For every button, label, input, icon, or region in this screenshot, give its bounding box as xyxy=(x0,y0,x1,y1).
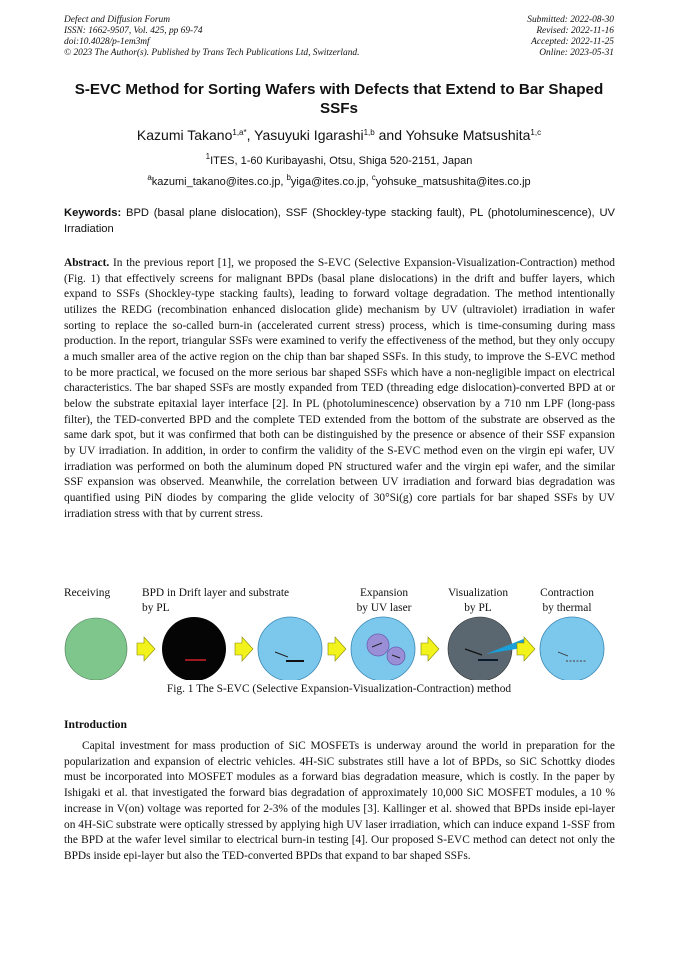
affiliation xyxy=(64,150,614,168)
figure-label-contraction xyxy=(534,586,600,616)
email-link[interactable]: kazumi_takano@ites.co.jp, xyxy=(151,176,287,188)
journal-copyright: © 2023 The Author(s). Published by Trans Tech Publications Ltd, Switzerland. xyxy=(64,48,360,58)
label-text: by PL xyxy=(142,602,170,614)
journal-issn: ISSN: 1662-9507, Vol. 425, pp 69-74 xyxy=(64,26,203,36)
label-text: BPD in Drift layer and substrate xyxy=(142,587,290,599)
author-affiliation-mark: 1,a* xyxy=(232,128,247,137)
abstract-text: In the previous report [1], we proposed the S-EVC (Selective Expansion-Visualization-Contraction) method (Fig. 1) that effectively screens for malignant BPDs (basal plane dislocations) in the drift and buffer layers, which expand to SSFs (Shockley-type stacking faults), leading to forward voltage degradation. The method intentionally utilizes the REDG (recombination enhanced dislocation glide) mechanism by UV (ultraviolet) irradiation in wafer sorting to replace the so-called burn-in (accelerated current stress) process, which is time-consuming during mass production. In the report, triangular SSFs were examined to verify the effectiveness of the method, but they only occupy a much smaller area of the active region on the chip than bar shaped SSFs. In this study, to improve the S-EVC method to be more practical, we focused on the more serious bar shaped SSFs which have a non-negligible impact on electrical characteristics. The bar shaped SSFs are mostly expanded from TED (threading edge dislocation)-converted BPD at or below the substrate epitaxial layer interface [2]. In PL (photoluminescence) observation by a 710 nm LPF (long-pass filter), the TED-converted BPD and the complete TED extended from the bottom of the substrate are observed as the same dark spot, but it was confirmed that both can be distinguished by the presence or absence of their SSF expansion by UV irradiation. In addition, in order to confirm the validity of the S-EVC method even on the virgin epi wafer, UV irradiation was performed on both the aluminum doped PN structured wafer and the virgin epi wafer, and the similar SSF expansion was observed. Meanwhile, the correlation between UV irradiation and forward bias degradation was quantified using PiN diodes by comparing the glide velocity of 30°Si(g) core partials for bar shaped SSFs by UV irradiation stress with that by current stress. xyxy=(64,257,615,520)
keywords-text: BPD (basal plane dislocation), SSF (Shockley-type stacking fault), PL (photoluminescence), UV Irradiation xyxy=(64,207,615,235)
wafer-after-bpd xyxy=(258,617,322,680)
process-arrow-icon xyxy=(235,637,253,661)
process-arrow-icon xyxy=(328,637,346,661)
email-mark: a xyxy=(147,173,152,182)
author-name: Yohsuke Matsushita xyxy=(405,127,531,143)
date-online: Online: 2023-05-31 xyxy=(539,48,614,58)
date-accepted: Accepted: 2022-11-25 xyxy=(531,37,614,47)
figure-label-visualization xyxy=(440,586,516,616)
figure-label-bpd xyxy=(142,586,289,616)
figure-label-receiving xyxy=(64,586,110,601)
wafer-receiving xyxy=(65,618,127,680)
process-arrow-icon xyxy=(421,637,439,661)
wafer-bpd-pl xyxy=(162,617,226,680)
affiliation-mark: 1 xyxy=(205,152,211,161)
label-text: by thermal xyxy=(542,602,592,614)
author-affiliation-mark: 1,c xyxy=(530,128,542,137)
introduction-text: Capital investment for mass production of SiC MOSFETs is underway around the world in preparation for the popularization and expansion of electric vehicles. 4H-SiC substrates still have a lot of BPDs, so SiC Schottky diodes must be incorporated into MOSFET modules as a forward bias degradation measure, which is costly. In the paper by Ishigaki et al. that investigated the forward bias degradation of approximately 10,000 SiC MOSFET modules, a 10 % increase in V(on) voltage was reported for 2-3% of the modules [3]. Kallinger et al. showed that BPDs inside epi-layer on 4H-SiC substrate were optically stressed by applying high UV laser irradiation, which can induce expand 1-SSF from the BPD at the wafer level similar to electrical burn-in testing [4]. Our proposed S-EVC method can detect not only the BPDs inside epi-layer but also the TED-converted BPDs that expand to bar shaped SSFs. xyxy=(64,740,615,862)
date-submitted: Submitted: 2022-08-30 xyxy=(527,15,614,25)
affiliation-text: ITES, 1-60 Kuribayashi, Otsu, Shiga 520-2151, Japan xyxy=(210,155,473,167)
figure-caption: Fig. 1 The S-EVC (Selective Expansion-Visualization-Contraction) method xyxy=(166,683,512,695)
paper-title: S-EVC Method for Sorting Wafers with Defects that Extend to Bar Shaped SSFs xyxy=(74,81,604,117)
label-text: Visualization xyxy=(447,587,509,599)
email-mark: c xyxy=(371,173,376,182)
author-affiliation-mark: 1,b xyxy=(363,128,375,137)
author-emails xyxy=(64,171,614,189)
label-text: Expansion xyxy=(359,587,409,599)
abstract-label: Abstract. xyxy=(64,257,110,269)
author-name: Yasuyuki Igarashi xyxy=(254,127,364,143)
wafer-thermal-contraction xyxy=(540,617,604,680)
author-list xyxy=(64,124,614,144)
journal-doi: doi:10.4028/p-1em3mf xyxy=(64,37,150,47)
label-text: by PL xyxy=(464,602,492,614)
process-arrow-icon xyxy=(137,637,155,661)
date-revised: Revised: 2022-11-16 xyxy=(536,26,614,36)
figure-label-expansion xyxy=(352,586,416,616)
author-separator: , xyxy=(246,127,255,143)
keywords-section xyxy=(64,206,615,237)
email-link[interactable]: yohsuke_matsushita@ites.co.jp xyxy=(375,176,531,188)
journal-name: Defect and Diffusion Forum xyxy=(64,15,170,25)
email-mark: b xyxy=(286,173,291,182)
label-text: Receiving xyxy=(64,587,111,599)
abstract-section xyxy=(64,256,615,522)
section-heading-introduction: Introduction xyxy=(64,718,127,731)
label-text: Contraction xyxy=(540,587,594,599)
label-text: by UV laser xyxy=(356,602,412,614)
author-separator: and xyxy=(374,127,406,143)
author-name: Kazumi Takano xyxy=(136,127,233,143)
figure-process-diagram xyxy=(60,616,620,680)
journal-info xyxy=(64,15,359,59)
publication-dates xyxy=(527,15,614,59)
keywords-label: Keywords: xyxy=(64,207,122,219)
email-link[interactable]: yiga@ites.co.jp, xyxy=(290,176,372,188)
